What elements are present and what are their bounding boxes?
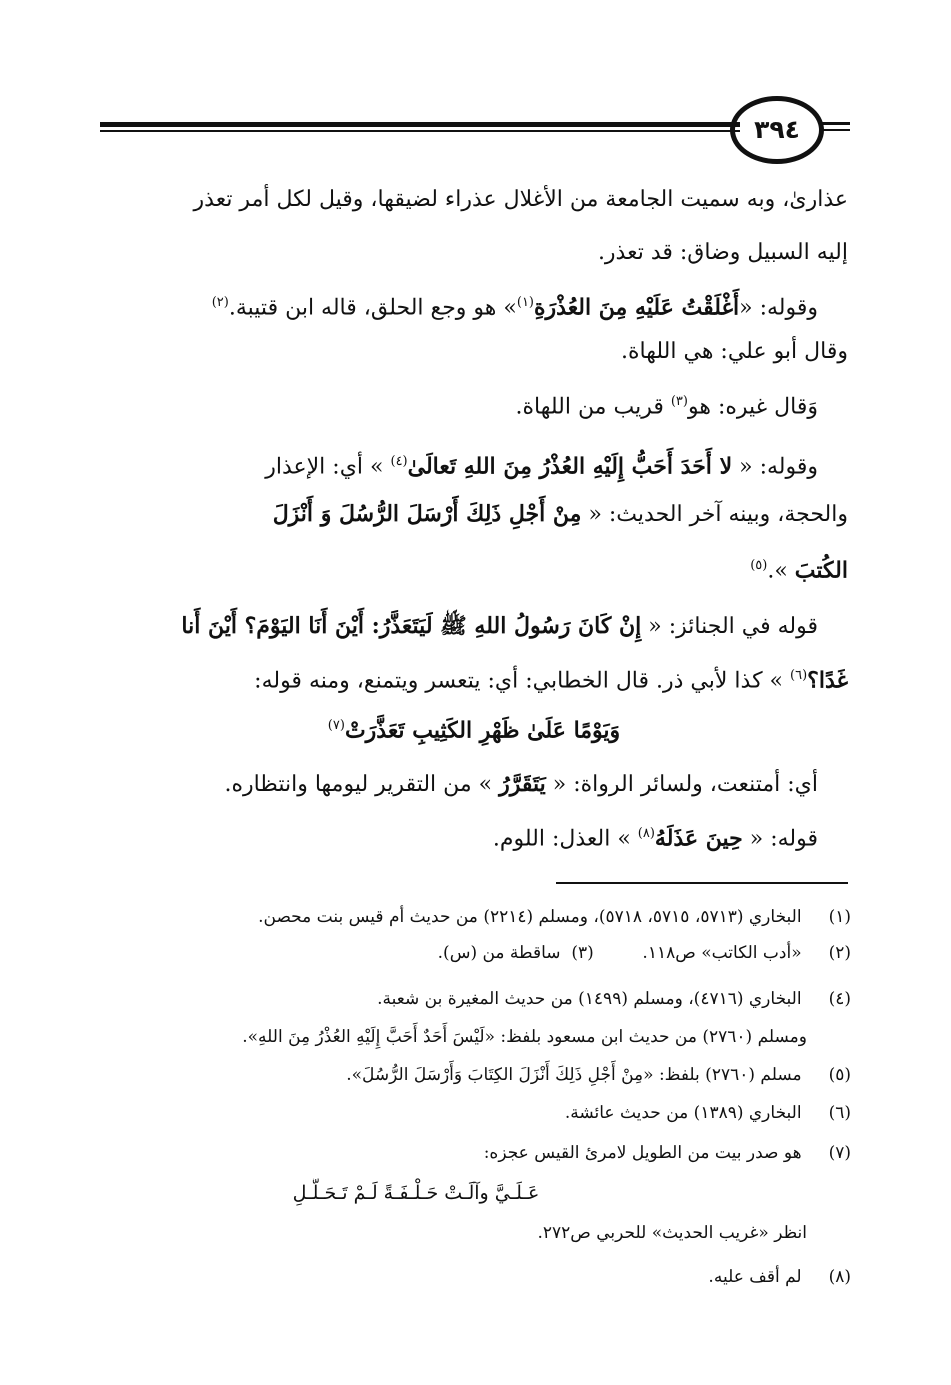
footnote-continuation: انظر «غريب الحديث» للحربي ص٢٧٢. xyxy=(537,1223,807,1243)
page-number: ٣٩٤ xyxy=(730,96,824,164)
footnote-separator xyxy=(556,882,848,884)
text-line: إليه السبيل وضاق: قد تعذر. xyxy=(597,240,848,265)
header-rule-right-thin xyxy=(820,129,850,131)
footnote: (٦) البخاري (١٣٨٩) من حديث عائشة. xyxy=(564,1103,851,1123)
text-line: وقوله: «أَغْلَقْتُ عَلَيْهِ مِنَ العُذْرَةِ$^{(١)}$» هو وجع الحلق، قاله ابن قتيبة.$^{(٢)}$ xyxy=(211,294,818,321)
footnote: (٧) هو صدر بيت من الطويل لامرئ القيس عجزه: xyxy=(483,1143,851,1163)
text-line: غَدًا؟$^{(٦)}$ » كذا لأبي ذر. قال الخطابي: أي: يتعسر ويتمنع، ومنه قوله: xyxy=(254,667,848,694)
header-rule-thin xyxy=(100,130,740,132)
text-line: قوله في الجنائز: « إِنْ كَانَ رَسُولُ اللهِ ﷺ لَيَتَعَذَّرُ: أَيْنَ أَنَا اليَوْمَ؟ أَيْنَ أَنا xyxy=(181,613,818,639)
text-line: وَقال غيره: هو$^{(٣)}$ قريب من اللهاة. xyxy=(515,394,818,420)
header-rule xyxy=(100,122,740,127)
footnote: (٢) «أدب الكاتب» ص١١٨. (٣) ساقطة من (س). xyxy=(437,943,851,963)
text-line: قوله: « حِينَ عَذَلَهُ$^{(٨)}$ » العذل: اللوم. xyxy=(492,825,818,852)
footnote-verse: عَـلَـيَّ وآلَـتْ حَـلْـفَـةً لَـمْ تَـحَـلَّـلِ xyxy=(292,1182,540,1204)
text-line: أي: أمتنعت، ولسائر الرواة: « يَتَقَرَّرُ » من التقرير ليومها وانتظاره. xyxy=(224,771,818,797)
text-line: عذارىٰ، وبه سميت الجامعة من الأغلال عذراء لضيقها، وقيل لكل أمر تعذر xyxy=(193,187,848,212)
footnote: (٨) لم أقف عليه. xyxy=(708,1267,851,1287)
text-line: الكُتبَ ».$^{(٥)}$ xyxy=(750,557,848,584)
poetry-line: وَيَوْمًا عَلَىٰ ظَهْرِ الكَثِيبِ تَعَذَّرَتْ$^{(٧)}$ xyxy=(327,717,621,744)
footnote: (٤) البخاري (٤٧١٦)، ومسلم (١٤٩٩) من حديث المغيرة بن شعبة. xyxy=(377,989,851,1009)
text-line: وقوله: « لا أَحَدَ أَحَبُّ إِلَيْهِ العُذْرُ مِنَ اللهِ تَعالَىٰ$^{(٤)}$ » أي: الإعذار xyxy=(265,453,818,480)
text-line: والحجة، وبينه آخر الحديث: « مِنْ أَجْلِ ذَلِكَ أَرْسَلَ الرُّسُلَ وَ أَنْزَلَ xyxy=(272,501,848,527)
footnote: (١) البخاري (٥٧١٣، ٥٧١٥، ٥٧١٨)، ومسلم (٢٢١٤) من حديث أم قيس بنت محصن. xyxy=(258,907,851,927)
footnote-continuation: ومسلم (٢٧٦٠) من حديث ابن مسعود بلفظ: «لَيْسَ أَحَدٌ أَحَبَّ إِلَيْهِ العُذْرُ مِنَ اللهِ». xyxy=(242,1027,807,1047)
header-rule-right xyxy=(820,122,850,125)
footnote: (٥) مسلم (٢٧٦٠) بلفظ: «مِنْ أَجْلِ ذَلِكَ أَنْزَلَ الكِتَابَ وَأَرْسَلَ الرُّسُلَ». xyxy=(346,1065,851,1085)
page-header xyxy=(100,96,850,166)
text-line: وقال أبو علي: هي اللهاة. xyxy=(621,339,848,364)
